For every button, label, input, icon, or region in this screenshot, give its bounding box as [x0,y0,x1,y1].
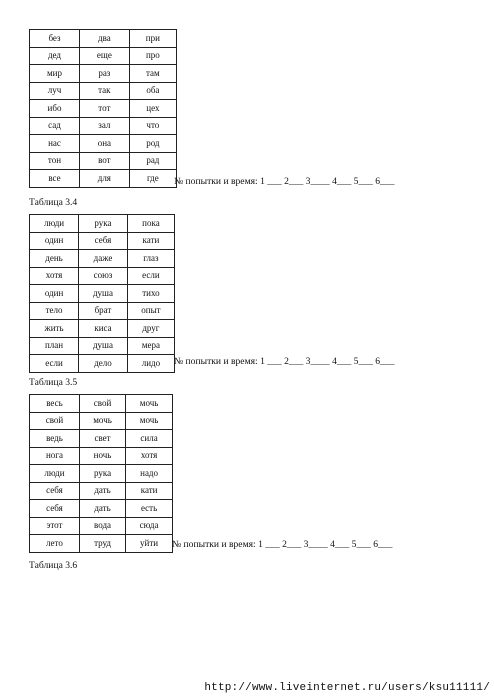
table-cell: для [80,170,130,188]
table-cell: друг [127,320,174,338]
table-cell: даже [79,250,128,268]
table-cell: люди [30,215,79,233]
table-cell: без [30,30,80,48]
table-cell: кати [127,232,174,250]
table-row [30,447,173,465]
table-row [30,117,177,135]
table-cell: брат [79,302,128,320]
table-cell: один [30,232,79,250]
table-row [30,285,175,303]
table-row [30,355,175,373]
table-caption-3-5: Таблица 3.5 [29,377,78,388]
table-row [30,302,175,320]
table-cell: рука [79,465,125,483]
table-cell: план [30,337,79,355]
word-table-3-block [29,394,173,553]
table-cell: уйти [126,535,173,553]
table-cell: свой [79,395,125,413]
table-cell: киса [79,320,128,338]
table-cell: день [30,250,79,268]
table-cell: душа [79,285,128,303]
table-cell: душа [79,337,128,355]
table-cell: себя [30,482,80,500]
table-cell: сюда [126,517,173,535]
table-cell: еще [80,47,130,65]
table-cell: луч [30,82,80,100]
word-table-1 [29,29,177,188]
table-cell: про [129,47,176,65]
table-caption-3-6: Таблица 3.6 [29,560,78,571]
table-cell: так [80,82,130,100]
table-row [30,100,177,118]
attempts-line-1: № попытки и время: 1 ___ 2___ 3____ 4___ 5___ 6___ [174,176,395,187]
word-table-1-block [29,29,177,188]
table-cell: раз [80,65,130,83]
table-row [30,30,177,48]
table-cell: где [129,170,176,188]
table-cell: род [129,135,176,153]
table-row [30,250,175,268]
table-cell: что [129,117,176,135]
table-cell: себя [79,232,128,250]
table-cell: сад [30,117,80,135]
table-row [30,337,175,355]
table-cell: мера [127,337,174,355]
table-cell: зал [80,117,130,135]
table-cell: нога [30,447,80,465]
table-row [30,170,177,188]
table-cell: ибо [30,100,80,118]
table-cell: если [30,355,79,373]
table-row [30,395,173,413]
table-cell: там [129,65,176,83]
table-cell: сила [126,430,173,448]
table-cell: если [127,267,174,285]
table-row [30,215,175,233]
table-cell: дело [79,355,128,373]
table-cell: союз [79,267,128,285]
table-cell: этот [30,517,80,535]
table-cell: лето [30,535,80,553]
table-row [30,500,173,518]
table-cell: дать [79,482,125,500]
table-row [30,65,177,83]
table-cell: опыт [127,302,174,320]
table-cell: рад [129,152,176,170]
table-cell: кати [126,482,173,500]
table-row [30,82,177,100]
table-cell: вот [80,152,130,170]
table-row [30,47,177,65]
table-cell: надо [126,465,173,483]
table-cell: себя [30,500,80,518]
table-cell: дать [79,500,125,518]
table-cell: свет [79,430,125,448]
word-table-2 [29,214,175,373]
table-row [30,135,177,153]
table-cell: мочь [126,395,173,413]
table-caption-3-4: Таблица 3.4 [29,197,78,208]
table-row [30,412,173,430]
table-cell: пока [127,215,174,233]
table-cell: есть [126,500,173,518]
table-cell: весь [30,395,80,413]
table-cell: лидо [127,355,174,373]
table-row [30,267,175,285]
table-row [30,152,177,170]
table-cell: люди [30,465,80,483]
table-cell: труд [79,535,125,553]
table-row [30,465,173,483]
table-row [30,535,173,553]
table-cell: оба [129,82,176,100]
table-cell: все [30,170,80,188]
table-cell: ведь [30,430,80,448]
table-cell: вода [79,517,125,535]
table-cell: два [80,30,130,48]
table-cell: дед [30,47,80,65]
table-cell: тихо [127,285,174,303]
table-cell: мир [30,65,80,83]
table-cell: жить [30,320,79,338]
attempts-line-2: № попытки и время: 1 ___ 2___ 3____ 4___ 5___ 6___ [174,356,395,367]
table-cell: тело [30,302,79,320]
table-row [30,320,175,338]
table-cell: нас [30,135,80,153]
table-row [30,482,173,500]
table-row [30,232,175,250]
table-cell: мочь [126,412,173,430]
table-cell: хотя [126,447,173,465]
table-cell: глаз [127,250,174,268]
table-cell: тон [30,152,80,170]
table-cell: при [129,30,176,48]
table-row [30,517,173,535]
word-table-3 [29,394,173,553]
table-cell: мочь [79,412,125,430]
word-table-2-block [29,214,175,373]
table-cell: она [80,135,130,153]
table-cell: ночь [79,447,125,465]
table-cell: свой [30,412,80,430]
table-cell: один [30,285,79,303]
table-cell: цех [129,100,176,118]
table-cell: рука [79,215,128,233]
table-cell: тот [80,100,130,118]
table-row [30,430,173,448]
footer-url: http://www.liveinternet.ru/users/ksu11111/ [204,682,490,694]
table-cell: хотя [30,267,79,285]
attempts-line-3: № попытки и время: 1 ___ 2___ 3____ 4___ 5___ 6___ [172,539,393,550]
